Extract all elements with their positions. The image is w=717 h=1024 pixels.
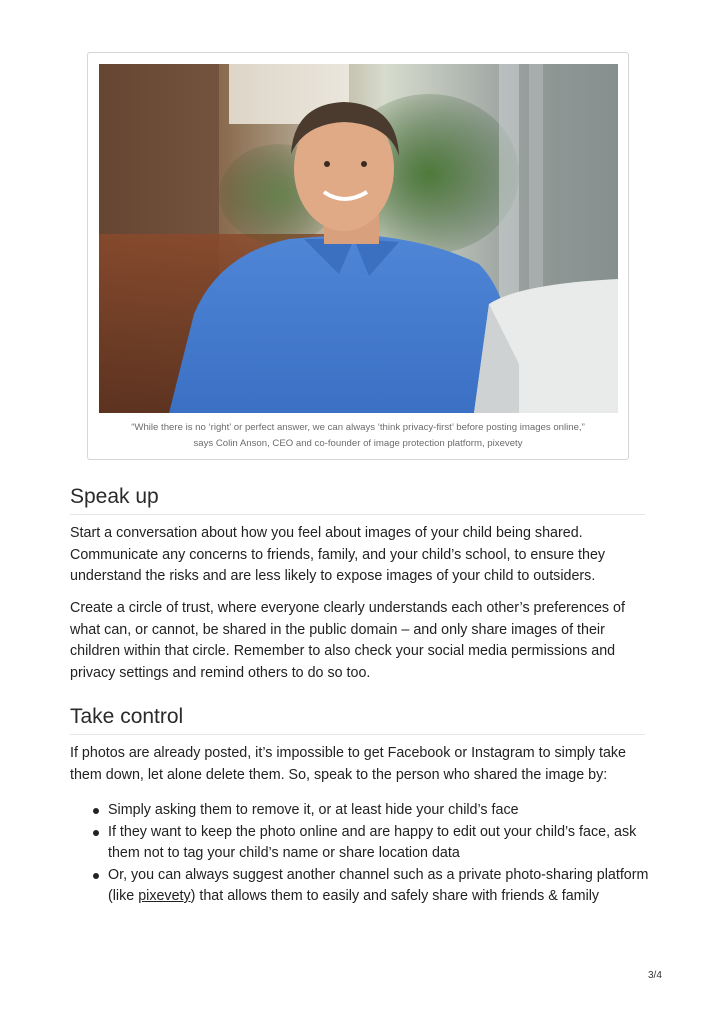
caption-quote: “While there is no ‘right’ or perfect answer, we can always ‘think privacy-first’ before posting images online,” — [131, 422, 585, 433]
pixevety-link[interactable]: pixevety — [138, 888, 191, 904]
caption-attribution: says Colin Anson, CEO and co-founder of image protection platform, pixevety — [193, 438, 523, 449]
list-item — [90, 865, 650, 907]
portrait-photo — [99, 64, 618, 413]
advice-list — [90, 800, 650, 908]
paragraph-take-control-intro: If photos are already posted, it’s impossible to get Facebook or Instagram to simply take them down, let alone delete them. So, speak to the person who shared the image by: — [70, 745, 627, 783]
photo-figure — [87, 52, 629, 460]
list-item-text: Or, you can always suggest another channel such as a private photo-sharing platform (like — [108, 867, 649, 904]
list-item: If they want to keep the photo online and are happy to edit out your child’s face, ask them not to tag your child’s name or share location data — [90, 822, 650, 864]
paragraph-speak-up-1: Start a conversation about how you feel about images of your child being shared. Communicate any concerns to friends, family, and your child’s school, to ensure they understand the risks and are less likely to expose images of your child to outsiders. — [70, 525, 606, 584]
list-item-text: ) that allows them to easily and safely share with friends & family — [190, 888, 600, 904]
page-number: 3/4 — [648, 970, 662, 981]
photo-caption — [100, 420, 616, 452]
list-item: Simply asking them to remove it, or at least hide your child’s face — [90, 800, 650, 821]
paragraph-speak-up-2: Create a circle of trust, where everyone clearly understands each other’s preferences of what can, or cannot, be shared in the public domain – and only share images of their children within that circle. Remember to also check your social media permissions and privacy settings and remind others to do so too. — [70, 600, 625, 681]
heading-speak-up: Speak up — [70, 485, 159, 508]
heading-divider — [70, 734, 645, 735]
heading-divider — [70, 514, 645, 515]
heading-take-control: Take control — [70, 705, 184, 728]
